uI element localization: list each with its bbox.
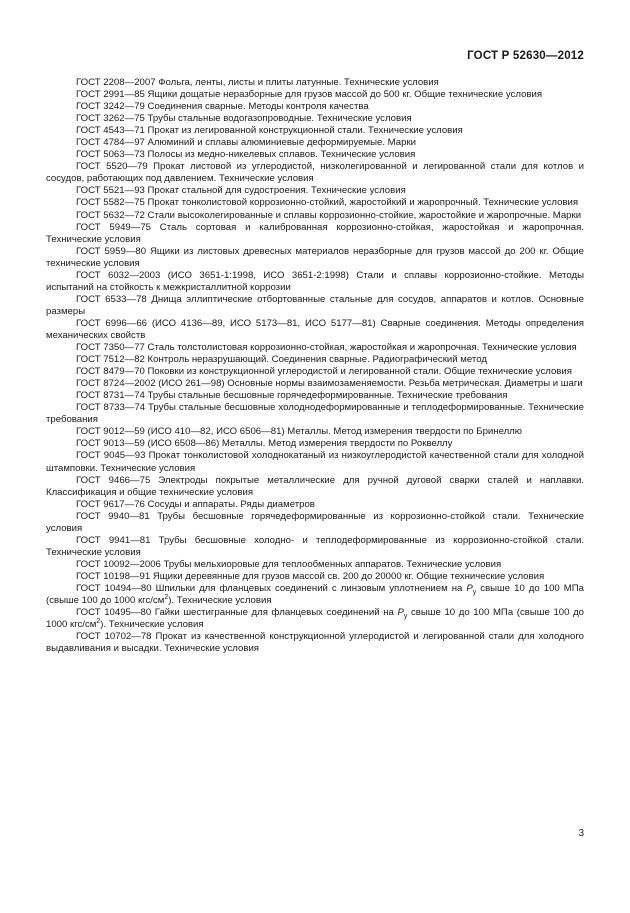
reference-item: ГОСТ 5063—73 Полосы из медно-никелевых сплавов. Технические условия (76, 149, 416, 161)
document-header: ГОСТ Р 52630—2012 (467, 50, 584, 62)
reference-item: ГОСТ 6032—2003 (ИСО 3651-1:1998, ИСО 3651-2:1998) Стали и сплавы коррозионно-стойкие. Методы испытаний на стойкость к межкристаллитной коррозии (46, 269, 584, 293)
reference-item: ГОСТ 9466—75 Электроды покрытые металлические для ручной дуговой сварки сталей и наплавки. Классификация и общие технические условия (46, 474, 584, 498)
reference-item: ГОСТ 3262—75 Трубы стальные водогазопроводные. Технические условия (76, 113, 412, 125)
pressure-subscript: у (403, 612, 408, 620)
reference-item: ГОСТ 5520—79 Прокат листовой из углеродистой, низколегированной и легированной стали для котлов и сосудов, работающих под давлением. Технические условия (46, 161, 584, 185)
reference-item: ГОСТ 7512—82 Контроль неразрушающий. Соединения сварные. Радиографический метод (76, 354, 487, 366)
reference-item: ГОСТ 4543—71 Прокат из легированной конструкционной стали. Технические условия (76, 125, 463, 137)
reference-item: ГОСТ 10702—78 Прокат из качественной конструкционной углеродистой и легированной стали для холодного выдавливания и высадки. Технические условия (46, 631, 584, 655)
reference-item: ГОСТ 9617—76 Сосуды и аппараты. Ряды диаметров (76, 498, 315, 510)
reference-item-gost-10495 (46, 607, 584, 631)
ref-text: ГОСТ 10495—80 Гайки шестигранные для фланцевых соединений на (76, 607, 398, 619)
reference-item: ГОСТ 8724—2002 (ИСО 261—98) Основные нормы взаимозаменяемости. Резьба метрическая. Диаметры и шаги (76, 378, 583, 390)
page-number: 3 (578, 828, 584, 839)
reference-item: ГОСТ 9013—59 (ИСО 6508—86) Металлы. Метод измерения твердости по Роквеллу (76, 438, 453, 450)
ref-text: свыше 10 до 100 МПа (свыше 100 до 1000 кгс/см (46, 582, 584, 607)
reference-item: ГОСТ 5959—80 Ящики из листовых древесных материалов неразборные для грузов массой до 200 кг. Общие технические условия (46, 245, 584, 269)
ref-text: свыше 10 до 100 МПа (свыше 100 до 1000 кгс/см (46, 607, 585, 631)
ref-text: ). Технические условия (100, 619, 204, 631)
reference-item: ГОСТ 9940—81 Трубы бесшовные горячедеформированные из коррозионно-стойкой стали. Технические условия (46, 510, 584, 534)
reference-item: ГОСТ 5949—75 Сталь сортовая и калиброванная коррозионно-стойкая, жаростойкая и жаропрочная. Технические условия (46, 221, 584, 245)
reference-item: ГОСТ 3242—79 Соединения сварные. Методы контроля качества (76, 101, 369, 113)
reference-item: ГОСТ 2991—85 Ящики дощатые неразборные для грузов массой до 500 кг. Общие технические условия (76, 89, 543, 101)
reference-item: ГОСТ 9012—59 (ИСО 410—82, ИСО 6506—81) Металлы. Метод измерения твердости по Бринеллю (76, 426, 522, 438)
reference-item: ГОСТ 5521—93 Прокат стальной для судостроения. Технические условия (76, 185, 406, 197)
reference-item: ГОСТ 6996—66 (ИСО 4136—89, ИСО 5173—81, ИСО 5177—81) Сварные соединения. Методы определения механических свойств (46, 317, 584, 341)
pressure-symbol: P (466, 582, 473, 594)
reference-item: ГОСТ 9045—93 Прокат тонколистовой холоднокатаный из низкоуглеродистой качественной стали для холодной штамповки. Технические условия (46, 450, 584, 474)
reference-item: ГОСТ 8731—74 Трубы стальные бесшовные горячедеформированные. Технические требования (76, 390, 508, 402)
reference-item: ГОСТ 10092—2006 Трубы мельхиоровые для теплообменных аппаратов. Технические условия (76, 558, 502, 570)
reference-item: ГОСТ 5632—72 Стали высоколегированные и сплавы коррозионно-стойкие, жаростойкие и жаропрочные. Марки (76, 209, 582, 221)
pressure-subscript: у (472, 588, 477, 596)
ref-text: ). Технические условия (168, 595, 272, 607)
unit-superscript: 2 (96, 617, 101, 625)
ref-text: ГОСТ 10494—80 Шпильки для фланцевых соединений с линзовым уплотнением на (76, 582, 467, 594)
reference-item: ГОСТ 8479—70 Поковки из конструкционной углеродистой и легированной стали. Общие технические условия (76, 366, 572, 378)
reference-item: ГОСТ 6533—78 Днища эллиптические отбортованные стальные для сосудов, аппаратов и котлов. Основные размеры (46, 293, 584, 317)
reference-item: ГОСТ 2208—2007 Фольга, ленты, листы и плиты латунные. Технические условия (76, 77, 439, 88)
reference-item-gost-10494 (46, 583, 584, 607)
reference-item: ГОСТ 10198—91 Ящики деревянные для грузов массой св. 200 до 20000 кг. Общие технические условия (76, 570, 545, 582)
pressure-symbol: P (397, 607, 404, 619)
reference-item: ГОСТ 8733—74 Трубы стальные бесшовные холоднодеформированные и теплодеформированные. Технические требования (46, 402, 584, 426)
unit-superscript: 2 (164, 593, 169, 601)
reference-item: ГОСТ 5582—75 Прокат тонколистовой коррозионно-стойкий, жаростойкий и жаропрочный. Технические условия (76, 197, 579, 209)
reference-item: ГОСТ 9941—81 Трубы бесшовные холодно- и теплодеформированные из коррозионно-стойкой стали. Технические условия (46, 534, 584, 558)
reference-item: ГОСТ 4784—97 Алюминий и сплавы алюминиевые деформируемые. Марки (76, 137, 417, 149)
references-list (46, 77, 584, 655)
reference-item: ГОСТ 7350—77 Сталь толстолистовая коррозионно-стойкая, жаростойкая и жаропрочная. Технические условия (76, 342, 577, 354)
